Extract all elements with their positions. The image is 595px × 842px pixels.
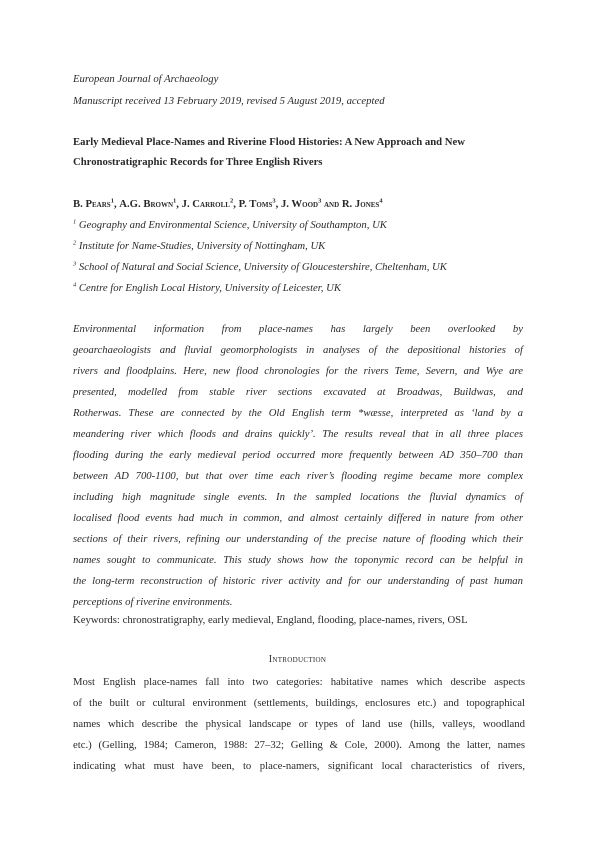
abstract-line: including high magnitude single events. In the sampled locations the fluvial dynamics of bbox=[73, 491, 523, 503]
author-affil-marker: 1 bbox=[173, 197, 177, 205]
affiliation-number: 1 bbox=[73, 218, 77, 226]
abstract-line: Rotherwas. These are connected by the Old English term *wæsse, interpreted as ‘land by a bbox=[73, 407, 523, 419]
author-name: B. Pears bbox=[73, 198, 111, 210]
affiliation-text: Geography and Environmental Science, University of Southampton, UK bbox=[78, 219, 387, 231]
abstract-line: perceptions of riverine environments. bbox=[73, 596, 233, 608]
author-list bbox=[73, 197, 383, 211]
body-line: etc.) (Gelling, 1984; Cameron, 1988: 27–32; Gelling & Cole, 2000). Among the latter, names bbox=[73, 739, 525, 751]
author-separator: , bbox=[275, 198, 281, 210]
author-separator: , bbox=[233, 198, 239, 210]
abstract-line: the long-term reconstruction of historic river activity and for our understanding of past human bbox=[73, 575, 523, 587]
keywords-text: chronostratigraphy, early medieval, England, flooding, place-names, rivers, OSL bbox=[119, 614, 468, 626]
title-line-2: Chronostratigraphic Records for Three English Rivers bbox=[73, 156, 323, 168]
author-affil-marker: 2 bbox=[229, 197, 234, 205]
author-name: J. Wood bbox=[280, 198, 319, 210]
abstract-line: presented, modelled from stable river sections excavated at Broadwas, Buildwas, and bbox=[73, 386, 523, 398]
journal-name: European Journal of Archaeology bbox=[73, 73, 219, 85]
affiliation-text: Centre for English Local History, University of Leicester, UK bbox=[78, 282, 341, 294]
author-affil-marker: 1 bbox=[110, 197, 114, 205]
abstract-line: between AD 700-1100, but that over time each river’s flooding regime became more complex bbox=[73, 470, 523, 482]
section-heading: Introduction bbox=[268, 654, 327, 665]
abstract-line: names sought to communicate. This study shows how the toponymic record can be helpful in bbox=[73, 554, 523, 566]
author-name: A.G. Brown bbox=[119, 198, 174, 210]
author-affil-marker: 3 bbox=[272, 197, 276, 205]
abstract-line: flooding during the early medieval period occurred more frequently between AD 350–700 than bbox=[73, 449, 523, 461]
body-line: Most English place-names fall into two categories: habitative names which describe aspects bbox=[73, 676, 525, 688]
author-name: R. Jones bbox=[341, 198, 380, 210]
manuscript-dates: Manuscript received 13 February 2019, revised 5 August 2019, accepted bbox=[73, 95, 385, 107]
affiliation-number: 2 bbox=[73, 239, 77, 247]
body-line: names which describe the physical landscape or types of land use (hills, valleys, woodland bbox=[73, 718, 525, 730]
affiliation-number: 4 bbox=[73, 281, 77, 289]
author-separator: and bbox=[321, 198, 342, 210]
author-separator: , bbox=[176, 198, 182, 210]
affiliation-text: Institute for Name-Studies, University of Nottingham, UK bbox=[78, 240, 326, 252]
abstract-line: meandering river which floods and drains quickly’. The results reveal that in all three places bbox=[73, 428, 523, 440]
body-line: of the built or cultural environment (settlements, buildings, enclosures etc.) and topographical bbox=[73, 697, 525, 709]
author-separator: , bbox=[113, 198, 120, 210]
affiliation bbox=[73, 260, 447, 274]
keywords bbox=[73, 613, 468, 627]
affiliation bbox=[73, 281, 341, 295]
abstract-line: Environmental information from place-names has largely been overlooked by bbox=[73, 323, 523, 335]
affiliation bbox=[73, 218, 387, 232]
abstract-line: sections of their rivers, refining our understanding of the precise nature of flooding which their bbox=[73, 533, 523, 545]
keywords-label: Keywords: bbox=[73, 614, 120, 626]
body-line: indicating what must have been, to place-namers, significant local characteristics of rivers, bbox=[73, 760, 525, 772]
abstract-line: localised flood events had much in common, and almost certainly differed in nature from other bbox=[73, 512, 523, 524]
affiliation-number: 3 bbox=[73, 260, 77, 268]
author-name: J. Carroll bbox=[181, 198, 230, 210]
affiliation bbox=[73, 239, 325, 253]
author-affil-marker: 4 bbox=[379, 197, 383, 205]
title-line-1: Early Medieval Place-Names and Riverine Flood Histories: A New Approach and New bbox=[73, 136, 465, 148]
abstract-line: geoarchaeologists and fluvial geomorphologists in analyses of the depositional histories of bbox=[73, 344, 523, 356]
author-name: P. Toms bbox=[238, 198, 273, 210]
abstract-line: rivers and floodplains. Here, new flood chronologies for the rivers Teme, Severn, and Wye are bbox=[73, 365, 523, 377]
author-affil-marker: 3 bbox=[318, 197, 322, 205]
affiliation-text: School of Natural and Social Science, University of Gloucestershire, Cheltenham, UK bbox=[78, 261, 447, 273]
